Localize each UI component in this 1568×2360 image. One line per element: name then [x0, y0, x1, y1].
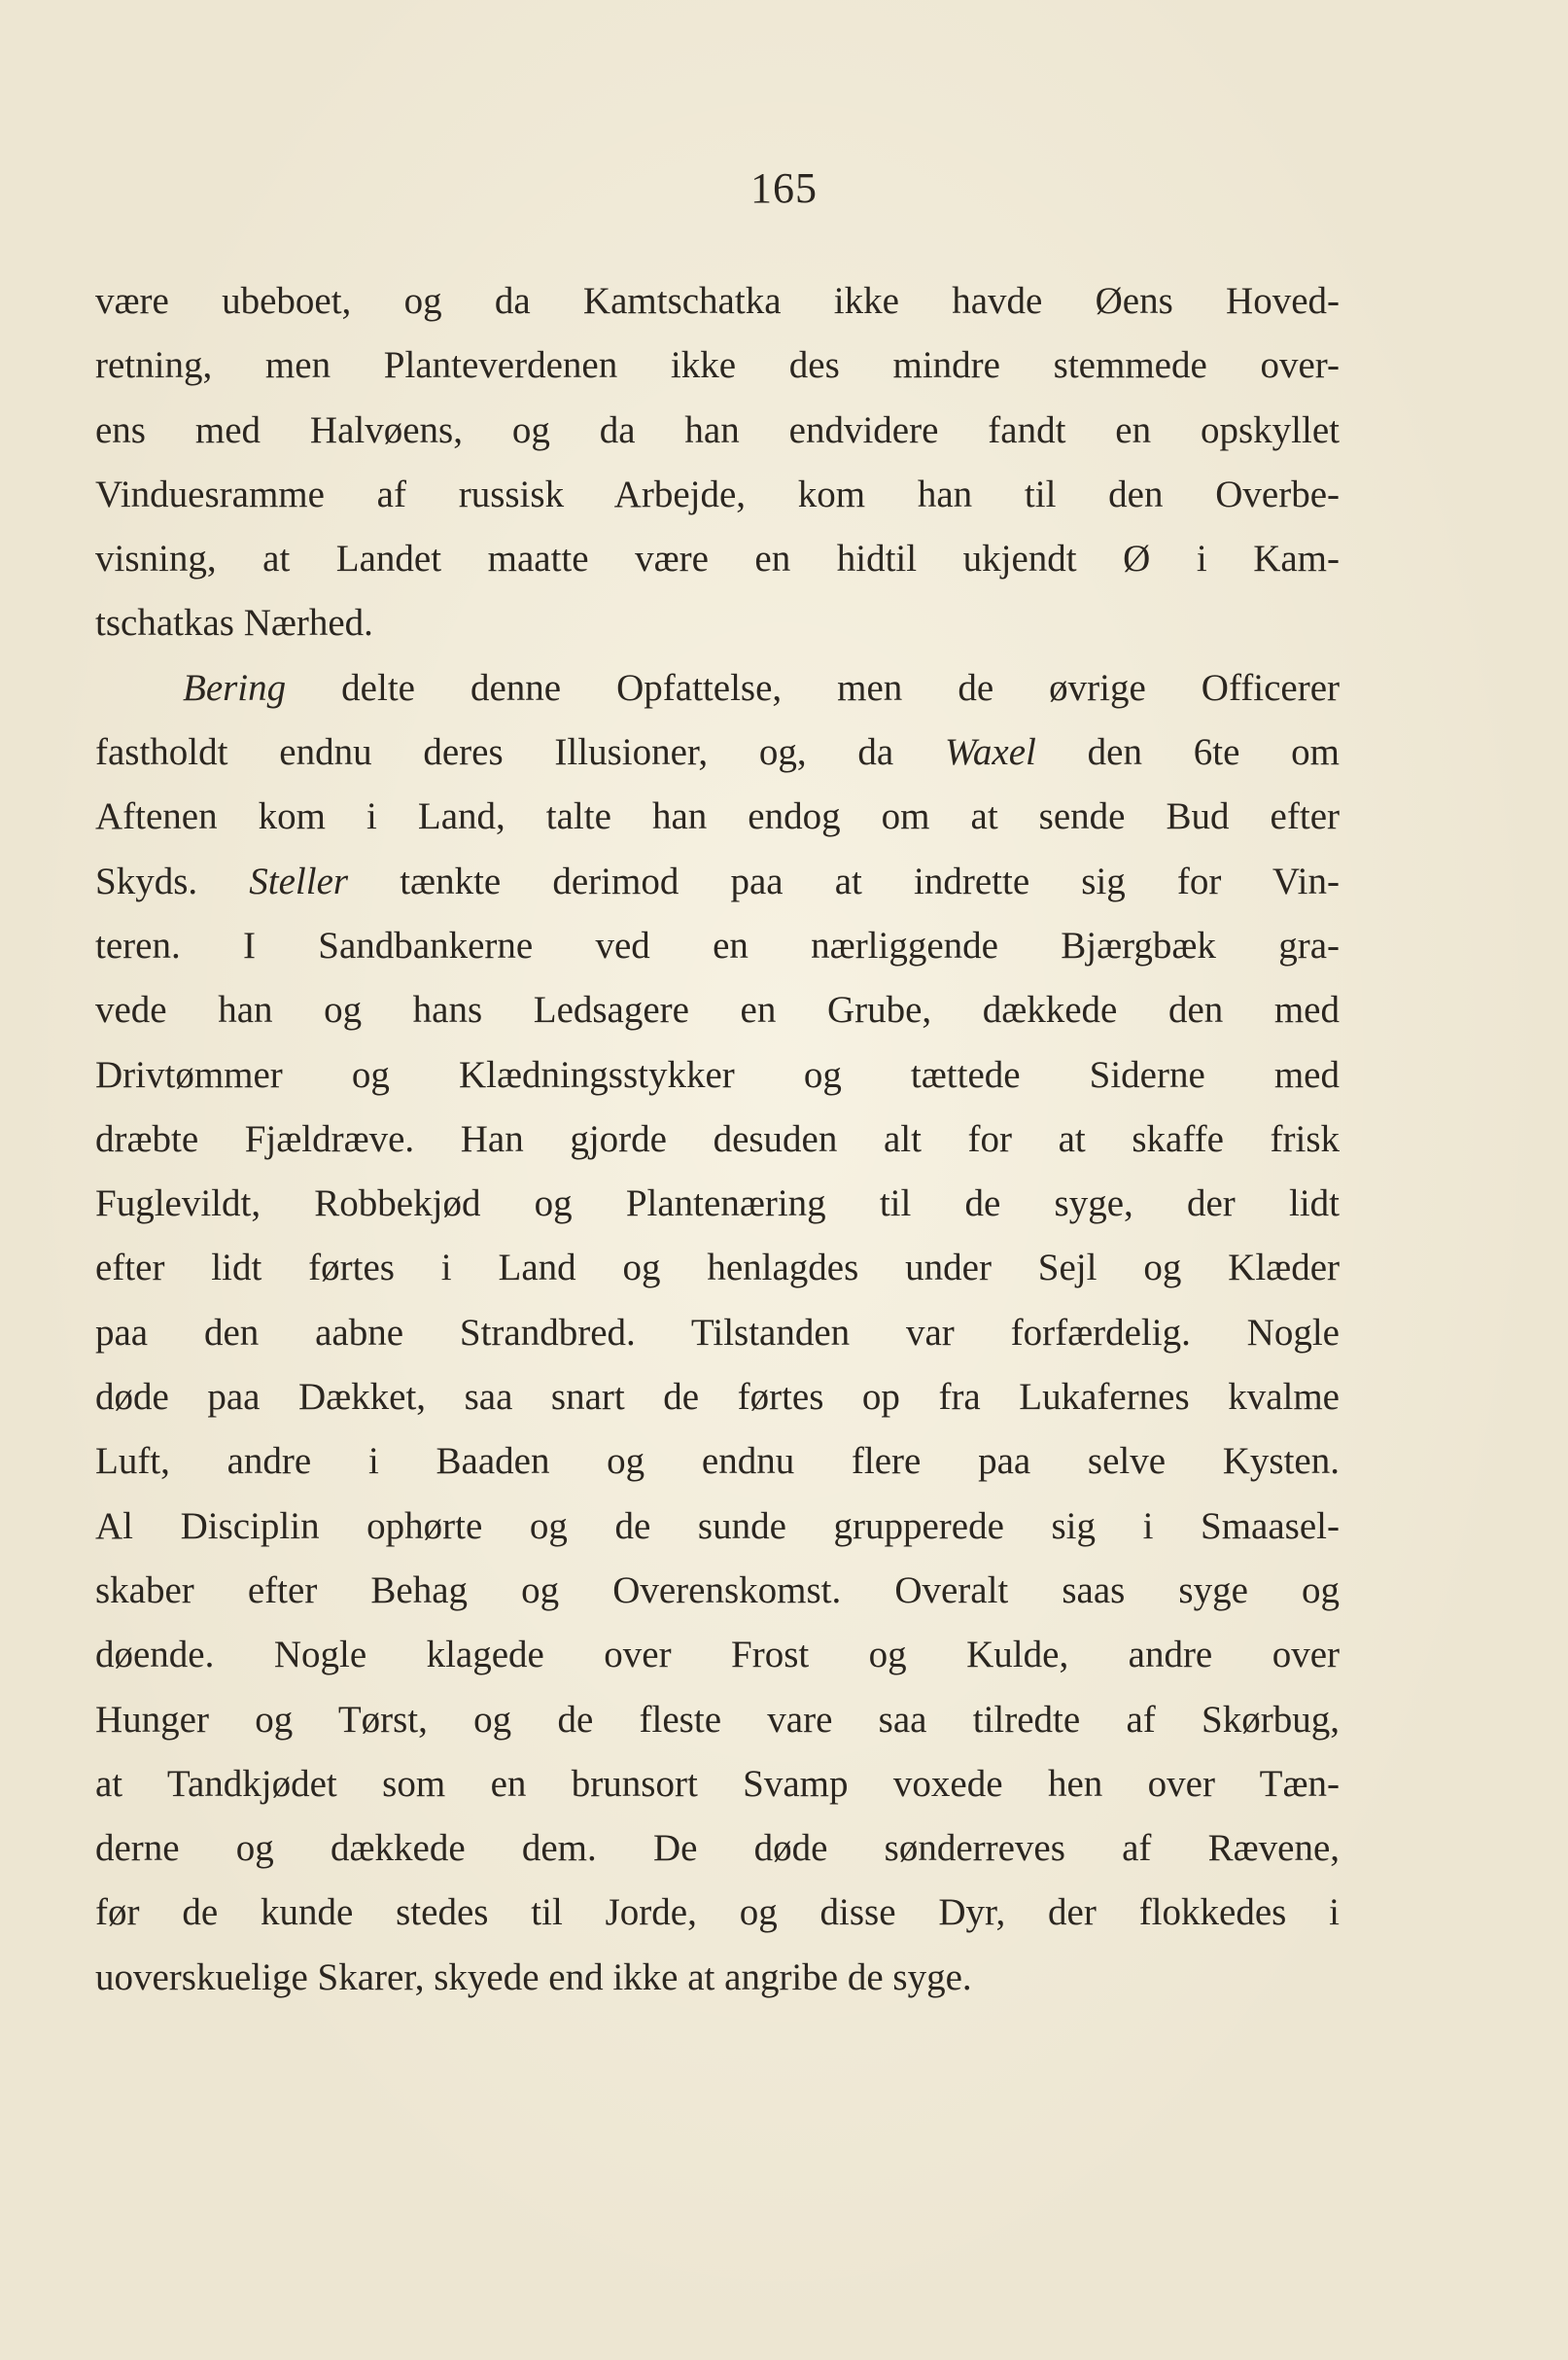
text-line	[95, 399, 1340, 463]
text-line	[95, 527, 1340, 591]
text-line	[95, 1688, 1340, 1752]
text-span: Drivtømmer og Klædningsstykker og tættede Siderne med	[95, 1053, 1340, 1096]
page-number: 165	[750, 164, 818, 212]
text-span: teren. I Sandbankerne ved en nærliggende Bjærgbæk gra-	[95, 924, 1340, 967]
text-span: Al Disciplin ophørte og de sunde grupperede sig i Smaasel-	[95, 1504, 1340, 1547]
text-line	[95, 1429, 1340, 1494]
text-line	[95, 850, 1340, 914]
text-span: visning, at Landet maatte være en hidtil ukjendt Ø i Kam-	[95, 538, 1340, 581]
text-span: den 6te om	[1035, 731, 1340, 774]
text-span: ens med Halvøens, og da han endvidere fandt en opskyllet	[95, 408, 1340, 451]
text-span: paa den aabne Strandbred. Tilstanden var forfærdelig. Nogle	[95, 1311, 1340, 1354]
text-span: vede han og hans Ledsagere en Grube, dækkede den med	[95, 989, 1340, 1032]
text-line	[95, 1881, 1340, 1945]
text-line	[95, 1365, 1340, 1429]
text-span: Aftenen kom i Land, talte han endog om at sende Bud efter	[95, 795, 1340, 838]
text-span: Fuglevildt, Robbekjød og Plantenæring til de syge, der lidt	[95, 1182, 1340, 1225]
text-line	[95, 1495, 1340, 1559]
text-span: døende. Nogle klagede over Frost og Kulde, andre over	[95, 1634, 1340, 1676]
text-span: Skyds.	[95, 860, 250, 902]
text-span: før de kunde stedes til Jorde, og disse Dyr, der flokkedes i	[95, 1891, 1340, 1934]
text-line	[95, 591, 1340, 655]
italic-name: Waxel	[944, 731, 1036, 774]
text-line	[95, 785, 1340, 849]
text-line	[95, 914, 1340, 978]
text-span: delte denne Opfattelse, men de øvrige Officerer	[286, 666, 1340, 709]
text-line	[95, 656, 1340, 721]
text-span: skaber efter Behag og Overenskomst. Overalt saas syge og	[95, 1568, 1340, 1611]
text-span: retning, men Planteverdenen ikke des mindre stemmede over-	[95, 344, 1340, 387]
italic-name: Bering	[183, 666, 287, 709]
text-line	[95, 1043, 1340, 1108]
text-line	[95, 463, 1340, 527]
text-span: at Tandkjødet som en brunsort Svamp voxede hen over Tæn-	[95, 1762, 1340, 1805]
text-line	[95, 1236, 1340, 1300]
text-line	[95, 334, 1340, 398]
text-span: være ubeboet, og da Kamtschatka ikke havde Øens Hoved-	[95, 280, 1340, 322]
text-line	[95, 269, 1340, 334]
text-line	[95, 1108, 1340, 1172]
text-line	[95, 1752, 1340, 1816]
italic-name: Steller	[249, 860, 349, 902]
text-span: uoverskuelige Skarer, skyede end ikke at angribe de syge.	[95, 1955, 972, 1998]
text-line	[95, 1623, 1340, 1687]
text-line	[95, 1946, 1340, 2010]
text-span: tschatkas Nærhed.	[95, 602, 373, 645]
text-span: døde paa Dækket, saa snart de førtes op fra Lukafernes kvalme	[95, 1376, 1340, 1419]
text-line	[95, 1301, 1340, 1365]
text-span: dræbte Fjældræve. Han gjorde desuden alt for at skaffe frisk	[95, 1117, 1340, 1160]
text-span: tænkte derimod paa at indrette sig for Vin-	[348, 860, 1340, 902]
text-span: Luft, andre i Baaden og endnu flere paa selve Kysten.	[95, 1440, 1340, 1483]
text-line	[95, 721, 1340, 785]
text-span: Vinduesramme af russisk Arbejde, kom han til den Overbe-	[95, 473, 1340, 515]
text-span: efter lidt førtes i Land og henlagdes under Sejl og Klæder	[95, 1247, 1340, 1289]
text-span: Hunger og Tørst, og de fleste vare saa tilredte af Skørbug,	[95, 1698, 1340, 1741]
text-span: fastholdt endnu deres Illusioner, og, da	[95, 731, 945, 774]
body-text	[95, 269, 1340, 2010]
text-line	[95, 1816, 1340, 1881]
text-line	[95, 978, 1340, 1042]
text-span: derne og dækkede dem. De døde sønderreves af Rævene,	[95, 1827, 1340, 1870]
text-line	[95, 1172, 1340, 1236]
text-line	[95, 1559, 1340, 1623]
